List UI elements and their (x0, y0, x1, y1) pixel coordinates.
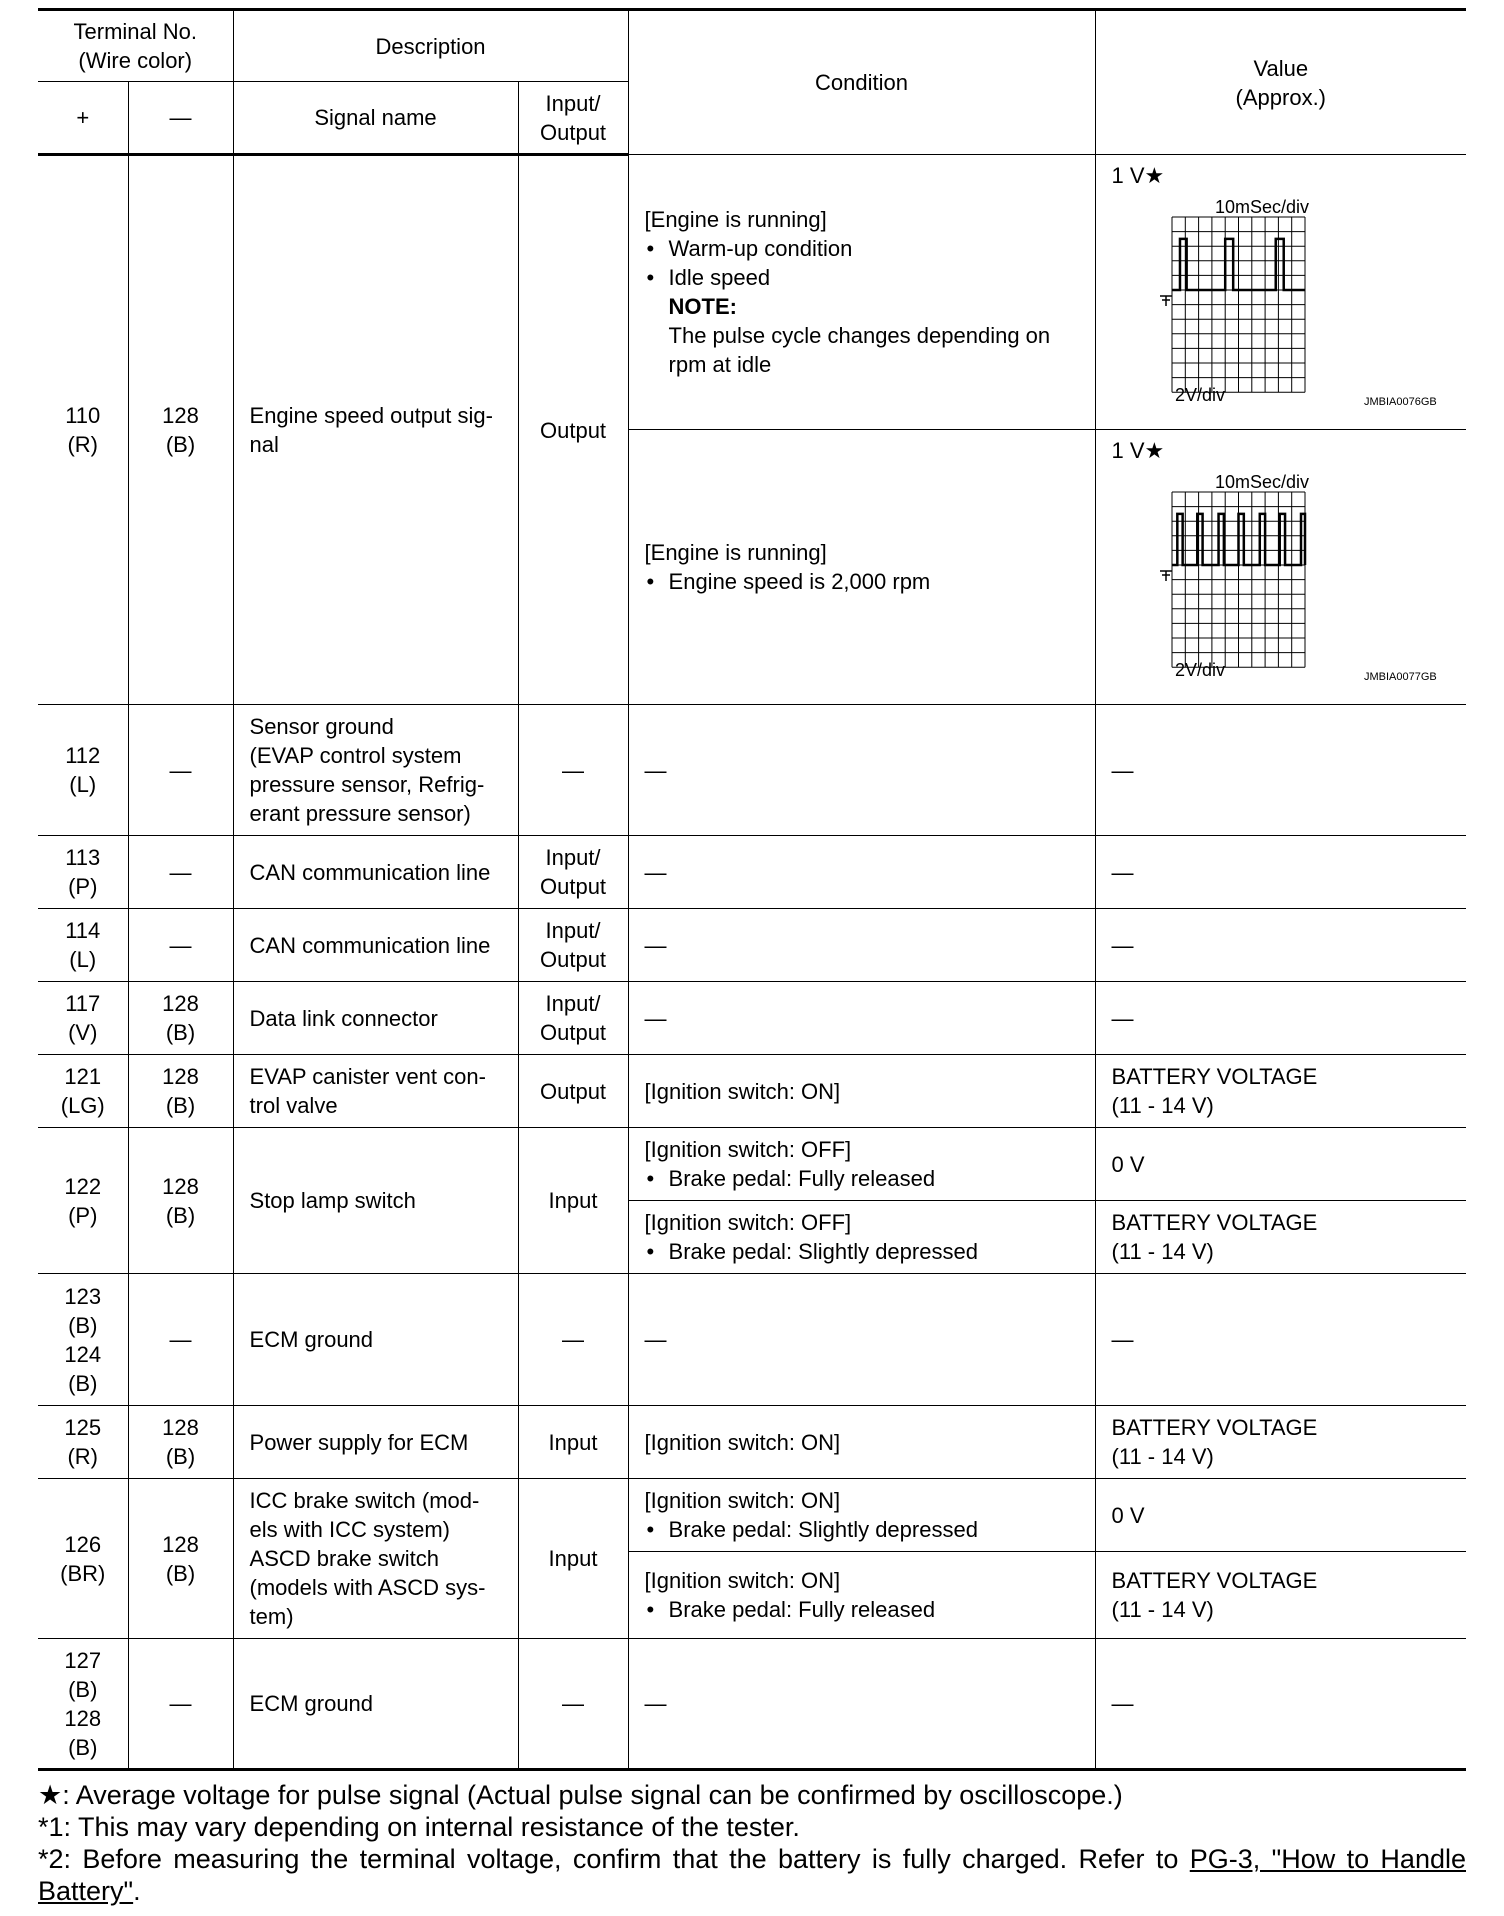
header-value: Value (Approx.) (1095, 10, 1466, 155)
waveform-2000 (1112, 430, 1452, 695)
condition: [Ignition switch: ON] • Brake pedal: Slightly depressed (628, 1479, 1095, 1552)
svg-text:2V/div: 2V/div (1174, 660, 1225, 680)
value: — (1095, 836, 1466, 909)
svg-text:2V/div: 2V/div (1174, 385, 1225, 405)
condition: — (628, 909, 1095, 982)
table-row (38, 1406, 1466, 1479)
terminal-plus: 110 (R) (38, 155, 128, 705)
terminal-minus: 128 (B) (128, 1128, 233, 1274)
io: Input/ Output (518, 909, 628, 982)
footnote-1: *1: This may vary depending on internal resistance of the tester. (38, 1812, 800, 1842)
header-minus: — (128, 82, 233, 155)
condition: [Ignition switch: ON] (628, 1406, 1095, 1479)
condition: — (628, 836, 1095, 909)
io: Output (518, 1055, 628, 1128)
terminal-minus: 128 (B) (128, 1055, 233, 1128)
ecm-terminal-table (38, 8, 1466, 1771)
footnotes (38, 1779, 1466, 1907)
header-plus: + (38, 82, 128, 155)
svg-text:JMBIA0076GB: JMBIA0076GB (1363, 396, 1437, 408)
table-row (38, 1274, 1466, 1406)
battery-link[interactable]: PG-3, "How to Handle Battery" (38, 1844, 1466, 1906)
header-signal-name: Signal name (233, 82, 518, 155)
condition: [Engine is running] • Warm-up condition • Idle speed NOTE: The pulse cycle changes depending on rpm at idle (628, 155, 1095, 430)
io: — (518, 1274, 628, 1406)
header-description: Description (233, 10, 628, 82)
value: — (1095, 705, 1466, 836)
value: BATTERY VOLTAGE (11 - 14 V) (1095, 1055, 1466, 1128)
io: Input/ Output (518, 982, 628, 1055)
value: 0 V (1095, 1479, 1466, 1552)
value: — (1095, 909, 1466, 982)
table-row (38, 1128, 1466, 1201)
condition: [Ignition switch: OFF] • Brake pedal: Fully released (628, 1128, 1095, 1201)
condition: — (628, 1274, 1095, 1406)
terminal-plus: 122 (P) (38, 1128, 128, 1274)
signal-name: Data link connector (233, 982, 518, 1055)
condition: — (628, 1639, 1095, 1770)
terminal-plus: 112 (L) (38, 705, 128, 836)
terminal-minus: 128 (B) (128, 1406, 233, 1479)
terminal-minus: — (128, 909, 233, 982)
value: — (1095, 982, 1466, 1055)
signal-name: CAN communication line (233, 909, 518, 982)
io: Input (518, 1128, 628, 1274)
footnote-star: ★: Average voltage for pulse signal (Actual pulse signal can be confirmed by oscilloscope.) (38, 1780, 1123, 1810)
signal-name: CAN communication line (233, 836, 518, 909)
header-terminal: Terminal No. (Wire color) (38, 10, 233, 82)
waveform-idle (1112, 155, 1452, 420)
io: Output (518, 155, 628, 705)
table-row (38, 1055, 1466, 1128)
value: BATTERY VOLTAGE (11 - 14 V) (1095, 1406, 1466, 1479)
signal-name: EVAP canister vent con- trol valve (233, 1055, 518, 1128)
io: Input (518, 1479, 628, 1639)
terminal-minus: 128 (B) (128, 1479, 233, 1639)
terminal-minus: — (128, 1639, 233, 1770)
header-condition: Condition (628, 10, 1095, 155)
signal-name: Power supply for ECM (233, 1406, 518, 1479)
value: BATTERY VOLTAGE (11 - 14 V) (1095, 1552, 1466, 1639)
terminal-minus: — (128, 1274, 233, 1406)
header-io: Input/ Output (518, 82, 628, 155)
terminal-minus: 128 (B) (128, 155, 233, 705)
terminal-plus: 121 (LG) (38, 1055, 128, 1128)
svg-text:10mSec/div: 10mSec/div (1214, 197, 1309, 217)
condition: [Ignition switch: ON] • Brake pedal: Fully released (628, 1552, 1095, 1639)
table-row (38, 1479, 1466, 1552)
table-row (38, 836, 1466, 909)
signal-name: ICC brake switch (mod- els with ICC system) ASCD brake switch (models with ASCD sys- tem) (233, 1479, 518, 1639)
terminal-plus: 125 (R) (38, 1406, 128, 1479)
footnote-2: *2: Before measuring the terminal voltage, confirm that the battery is fully charged. Refer to PG-3, "How to Handle Battery". (38, 1844, 1466, 1906)
condition: [Ignition switch: ON] (628, 1055, 1095, 1128)
table-row (38, 705, 1466, 836)
svg-text:10mSec/div: 10mSec/div (1214, 472, 1309, 492)
value: — (1095, 1274, 1466, 1406)
value-waveform-2000: 1 V★ 10mSec/div 2V/div JMBIA0077GB (1095, 430, 1466, 705)
signal-name: ECM ground (233, 1274, 518, 1406)
io: Input/ Output (518, 836, 628, 909)
condition: — (628, 982, 1095, 1055)
signal-name: Engine speed output sig- nal (233, 155, 518, 705)
table-row (38, 155, 1466, 430)
signal-name: Sensor ground (EVAP control system pressure sensor, Refrig- erant pressure sensor) (233, 705, 518, 836)
condition: [Engine is running] • Engine speed is 2,000 rpm (628, 430, 1095, 705)
value: — (1095, 1639, 1466, 1770)
io: — (518, 1639, 628, 1770)
terminal-minus: — (128, 705, 233, 836)
value: 0 V (1095, 1128, 1466, 1201)
terminal-plus: 127 (B) 128 (B) (38, 1639, 128, 1770)
signal-name: Stop lamp switch (233, 1128, 518, 1274)
io: — (518, 705, 628, 836)
terminal-plus: 114 (L) (38, 909, 128, 982)
condition: [Ignition switch: OFF] • Brake pedal: Slightly depressed (628, 1201, 1095, 1274)
condition: — (628, 705, 1095, 836)
table-row (38, 982, 1466, 1055)
terminal-plus: 126 (BR) (38, 1479, 128, 1639)
value: BATTERY VOLTAGE (11 - 14 V) (1095, 1201, 1466, 1274)
signal-name: ECM ground (233, 1639, 518, 1770)
table-row (38, 1639, 1466, 1770)
terminal-plus: 123 (B) 124 (B) (38, 1274, 128, 1406)
terminal-table-page (38, 8, 1466, 1907)
terminal-minus: — (128, 836, 233, 909)
terminal-minus: 128 (B) (128, 982, 233, 1055)
terminal-plus: 113 (P) (38, 836, 128, 909)
io: Input (518, 1406, 628, 1479)
terminal-plus: 117 (V) (38, 982, 128, 1055)
table-row (38, 909, 1466, 982)
svg-text:JMBIA0077GB: JMBIA0077GB (1363, 671, 1437, 683)
value-waveform-idle: 1 V★ 10mSec/div 2V/div JMBIA0076GB (1095, 155, 1466, 430)
